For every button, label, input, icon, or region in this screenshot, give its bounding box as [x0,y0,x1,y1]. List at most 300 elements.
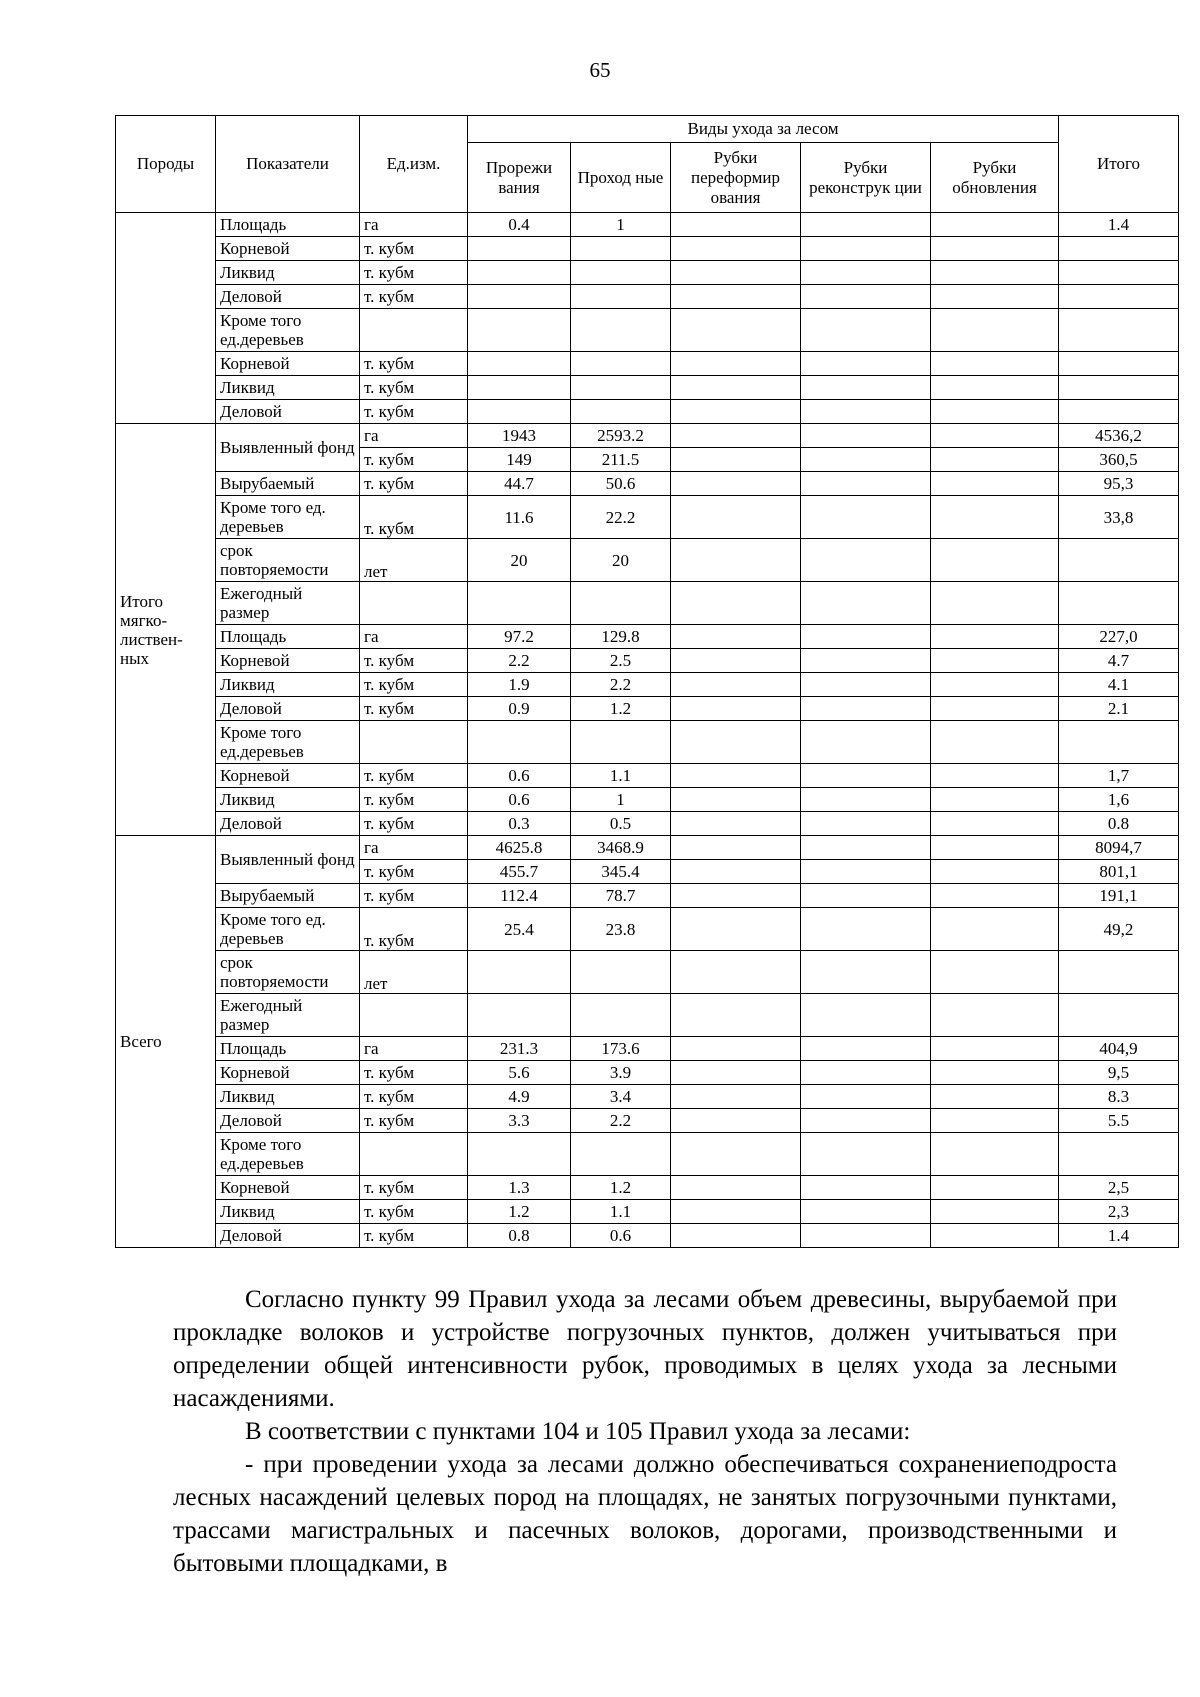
value-cell [931,261,1059,285]
total-cell: 2.1 [1059,697,1179,721]
total-cell: 1,7 [1059,764,1179,788]
value-cell [571,721,671,764]
value-cell: 22.2 [571,496,671,539]
unit-cell: т. кубм [360,1200,468,1224]
indicator-cell: Выявленный фонд [216,836,360,884]
header-total: Итого [1059,116,1179,213]
value-cell: 1 [571,213,671,237]
indicator-cell: Кроме того ед. деревьев [216,496,360,539]
indicator-cell: Вырубаемый [216,472,360,496]
unit-cell: т. кубм [360,1085,468,1109]
value-cell [671,673,801,697]
value-cell [801,673,931,697]
indicator-cell: Кроме того ед.деревьев [216,309,360,352]
value-cell [671,788,801,812]
value-cell [671,376,801,400]
value-cell [801,1085,931,1109]
indicator-cell: Деловой [216,400,360,424]
unit-cell: т. кубм [360,697,468,721]
value-cell [801,697,931,721]
table-row [116,400,1179,424]
value-cell: 173.6 [571,1037,671,1061]
indicator-cell: Деловой [216,1224,360,1248]
value-cell [801,1176,931,1200]
table-row [116,836,1179,860]
unit-cell: т. кубм [360,400,468,424]
value-cell [801,908,931,951]
value-cell: 149 [468,448,571,472]
body-text [173,1283,1117,1580]
unit-cell: т. кубм [360,1224,468,1248]
value-cell [468,285,571,309]
value-cell [671,951,801,994]
table-row [116,994,1179,1037]
value-cell: 112.4 [468,884,571,908]
value-cell [931,352,1059,376]
unit-cell: т. кубм [360,448,468,472]
total-cell [1059,539,1179,582]
total-cell [1059,285,1179,309]
value-cell [931,309,1059,352]
paragraph-1: Согласно пункту 99 Правил ухода за лесами объем древесины, вырубаемой при прокладке волоков и устройстве погрузочных пунктов, должен учитываться при определении общей интенсивности рубок, проводимых в целях ухода за лесными насаждениями. [173,1286,1117,1412]
header-thinning: Прорежи вания [468,143,571,213]
page-number: 65 [589,58,611,82]
header-indicator: Показатели [216,116,360,213]
unit-cell: т. кубм [360,261,468,285]
total-cell [1059,721,1179,764]
value-cell [931,1176,1059,1200]
value-cell [571,1133,671,1176]
unit-cell: га [360,424,468,448]
unit-cell: га [360,625,468,649]
total-cell: 5.5 [1059,1109,1179,1133]
value-cell [931,1061,1059,1085]
indicator-cell: Ежегодный размер [216,582,360,625]
indicator-cell: Ликвид [216,376,360,400]
value-cell: 1.2 [468,1200,571,1224]
value-cell: 0.6 [468,764,571,788]
total-cell [1059,237,1179,261]
value-cell [801,213,931,237]
value-cell [801,764,931,788]
value-cell [801,472,931,496]
value-cell [801,285,931,309]
value-cell [931,908,1059,951]
value-cell [671,352,801,376]
value-cell: 1.1 [571,1200,671,1224]
header-reformation: Рубки переформир ования [671,143,801,213]
value-cell [931,285,1059,309]
table-row [116,472,1179,496]
value-cell: 1.2 [571,697,671,721]
total-cell: 9,5 [1059,1061,1179,1085]
value-cell [931,376,1059,400]
total-cell [1059,400,1179,424]
unit-cell: т. кубм [360,673,468,697]
total-cell: 404,9 [1059,1037,1179,1061]
value-cell [801,376,931,400]
unit-cell: т. кубм [360,472,468,496]
value-cell: 2.5 [571,649,671,673]
value-cell [571,309,671,352]
table-row [116,788,1179,812]
value-cell [671,237,801,261]
value-cell [931,673,1059,697]
value-cell [931,994,1059,1037]
value-cell [801,424,931,448]
value-cell [931,860,1059,884]
value-cell [571,951,671,994]
value-cell [801,539,931,582]
value-cell [671,285,801,309]
indicator-cell: Корневой [216,1176,360,1200]
total-cell [1059,352,1179,376]
unit-cell: т. кубм [360,1109,468,1133]
table-row [116,951,1179,994]
value-cell: 3.3 [468,1109,571,1133]
value-cell [931,649,1059,673]
value-cell [671,697,801,721]
total-cell: 360,5 [1059,448,1179,472]
indicator-cell: Ликвид [216,261,360,285]
table-row [116,261,1179,285]
value-cell: 3468.9 [571,836,671,860]
unit-cell: га [360,213,468,237]
value-cell: 1943 [468,424,571,448]
unit-cell: т. кубм [360,860,468,884]
value-cell [671,1224,801,1248]
value-cell [931,836,1059,860]
table-body [116,213,1179,1248]
value-cell [931,721,1059,764]
value-cell [801,400,931,424]
value-cell [931,1085,1059,1109]
unit-cell: т. кубм [360,884,468,908]
table-row [116,285,1179,309]
indicator-cell: Кроме того ед. деревьев [216,908,360,951]
paragraph-2: В соответствии с пунктами 104 и 105 Правил ухода за лесами: [245,1418,911,1445]
value-cell [801,649,931,673]
table-row [116,625,1179,649]
value-cell [468,994,571,1037]
value-cell [671,764,801,788]
value-cell [571,285,671,309]
value-cell [801,625,931,649]
value-cell [671,1176,801,1200]
indicator-cell: Площадь [216,625,360,649]
unit-cell: лет [360,539,468,582]
table-row [116,237,1179,261]
value-cell: 1.3 [468,1176,571,1200]
unit-cell: т. кубм [360,1176,468,1200]
value-cell [931,539,1059,582]
table-row [116,721,1179,764]
value-cell [571,994,671,1037]
indicator-cell: срок повторяемости [216,951,360,994]
value-cell [931,1200,1059,1224]
value-cell [468,309,571,352]
table-row [116,1085,1179,1109]
value-cell: 23.8 [571,908,671,951]
value-cell [671,213,801,237]
value-cell [671,994,801,1037]
value-cell: 97.2 [468,625,571,649]
value-cell [801,261,931,285]
value-cell: 345.4 [571,860,671,884]
total-cell [1059,951,1179,994]
value-cell [801,721,931,764]
value-cell [671,836,801,860]
value-cell [801,582,931,625]
value-cell [468,352,571,376]
value-cell [671,908,801,951]
value-cell [671,812,801,836]
indicator-cell: Площадь [216,1037,360,1061]
indicator-cell: Корневой [216,237,360,261]
value-cell [468,261,571,285]
table-row [116,1176,1179,1200]
indicator-cell: Ликвид [216,673,360,697]
indicator-cell: Кроме того ед.деревьев [216,721,360,764]
value-cell: 0.4 [468,213,571,237]
value-cell [671,721,801,764]
value-cell: 4.9 [468,1085,571,1109]
value-cell [931,213,1059,237]
table-row [116,884,1179,908]
total-cell: 95,3 [1059,472,1179,496]
total-cell: 4.7 [1059,649,1179,673]
breed-cell [116,213,216,424]
value-cell: 211.5 [571,448,671,472]
unit-cell [360,582,468,625]
value-cell [468,376,571,400]
table-row [116,582,1179,625]
header-care-types: Виды ухода за лесом [468,116,1059,143]
indicator-cell: Деловой [216,812,360,836]
value-cell [931,237,1059,261]
value-cell: 1.2 [571,1176,671,1200]
total-cell: 1.4 [1059,1224,1179,1248]
value-cell [468,582,571,625]
table-row [116,1133,1179,1176]
value-cell [801,860,931,884]
value-cell [671,472,801,496]
header-renewal: Рубки обновления [931,143,1059,213]
value-cell: 0.6 [468,788,571,812]
value-cell: 1.1 [571,764,671,788]
unit-cell: т. кубм [360,352,468,376]
unit-cell: т. кубм [360,649,468,673]
table-row [116,1200,1179,1224]
value-cell [801,812,931,836]
table-row [116,649,1179,673]
value-cell [801,1224,931,1248]
indicator-cell: Корневой [216,1061,360,1085]
value-cell [468,951,571,994]
value-cell [931,472,1059,496]
value-cell [671,1085,801,1109]
indicator-cell: Корневой [216,649,360,673]
unit-cell [360,1133,468,1176]
value-cell [801,1109,931,1133]
value-cell [801,951,931,994]
value-cell [931,697,1059,721]
value-cell [468,237,571,261]
value-cell [671,1133,801,1176]
total-cell: 0.8 [1059,812,1179,836]
table-row [116,424,1179,448]
value-cell [801,1037,931,1061]
unit-cell [360,309,468,352]
table-row [116,1061,1179,1085]
value-cell [931,424,1059,448]
indicator-cell: Выявленный фонд [216,424,360,472]
value-cell [571,352,671,376]
indicator-cell: Деловой [216,285,360,309]
total-cell: 2,5 [1059,1176,1179,1200]
value-cell [671,1061,801,1085]
total-cell [1059,1133,1179,1176]
value-cell [931,1037,1059,1061]
total-cell: 801,1 [1059,860,1179,884]
total-cell [1059,994,1179,1037]
value-cell: 25.4 [468,908,571,951]
value-cell: 0.5 [571,812,671,836]
value-cell [671,649,801,673]
total-cell: 33,8 [1059,496,1179,539]
table-row [116,213,1179,237]
value-cell [671,884,801,908]
value-cell: 1 [571,788,671,812]
header-reconstruction: Рубки реконструк ции [801,143,931,213]
value-cell [801,836,931,860]
table-row [116,539,1179,582]
value-cell [671,496,801,539]
value-cell [801,309,931,352]
value-cell: 1.9 [468,673,571,697]
value-cell: 129.8 [571,625,671,649]
value-cell [468,721,571,764]
value-cell [671,539,801,582]
indicator-cell: Ежегодный размер [216,994,360,1037]
value-cell [571,400,671,424]
value-cell [801,1200,931,1224]
value-cell: 20 [571,539,671,582]
header-passing: Проход ные [571,143,671,213]
value-cell [931,400,1059,424]
unit-cell: т. кубм [360,237,468,261]
forest-care-table [115,115,1179,1248]
value-cell [468,400,571,424]
unit-cell [360,994,468,1037]
unit-cell: т. кубм [360,285,468,309]
table-row [116,376,1179,400]
indicator-cell: Ликвид [216,1085,360,1109]
total-cell [1059,582,1179,625]
indicator-cell: Деловой [216,1109,360,1133]
unit-cell: га [360,1037,468,1061]
indicator-cell: Деловой [216,697,360,721]
indicator-cell: Вырубаемый [216,884,360,908]
table-row [116,908,1179,951]
value-cell [801,1061,931,1085]
value-cell [571,376,671,400]
value-cell: 78.7 [571,884,671,908]
indicator-cell: Кроме того ед.деревьев [216,1133,360,1176]
value-cell: 2593.2 [571,424,671,448]
total-cell [1059,261,1179,285]
table-row [116,673,1179,697]
header-unit: Ед.изм. [360,116,468,213]
unit-cell: т. кубм [360,376,468,400]
unit-cell: лет [360,951,468,994]
value-cell: 5.6 [468,1061,571,1085]
total-cell: 8.3 [1059,1085,1179,1109]
unit-cell: га [360,836,468,860]
total-cell [1059,309,1179,352]
value-cell: 3.4 [571,1085,671,1109]
table-row [116,812,1179,836]
value-cell: 0.6 [571,1224,671,1248]
indicator-cell: Площадь [216,213,360,237]
value-cell: 50.6 [571,472,671,496]
value-cell [671,261,801,285]
value-cell [671,448,801,472]
table-row [116,309,1179,352]
value-cell: 44.7 [468,472,571,496]
value-cell [931,788,1059,812]
table-row [116,1224,1179,1248]
value-cell [801,788,931,812]
value-cell [931,625,1059,649]
value-cell [571,582,671,625]
indicator-cell: Корневой [216,352,360,376]
value-cell [671,424,801,448]
value-cell: 2.2 [468,649,571,673]
value-cell [931,1224,1059,1248]
value-cell: 455.7 [468,860,571,884]
value-cell [801,352,931,376]
value-cell [931,448,1059,472]
value-cell [931,496,1059,539]
value-cell: 2.2 [571,1109,671,1133]
value-cell: 3.9 [571,1061,671,1085]
value-cell [931,764,1059,788]
total-cell: 1,6 [1059,788,1179,812]
total-cell: 4536,2 [1059,424,1179,448]
value-cell [931,1109,1059,1133]
value-cell [571,261,671,285]
indicator-cell: срок повторяемости [216,539,360,582]
table-row [116,697,1179,721]
total-cell: 4.1 [1059,673,1179,697]
unit-cell: т. кубм [360,496,468,539]
indicator-cell: Ликвид [216,1200,360,1224]
total-cell: 8094,7 [1059,836,1179,860]
table-row [116,496,1179,539]
value-cell [801,884,931,908]
table-row [116,764,1179,788]
unit-cell: т. кубм [360,1061,468,1085]
table-row [116,1109,1179,1133]
value-cell [468,1133,571,1176]
value-cell [671,400,801,424]
value-cell [671,582,801,625]
indicator-cell: Ликвид [216,788,360,812]
value-cell [931,1133,1059,1176]
table-row [116,352,1179,376]
value-cell: 0.3 [468,812,571,836]
